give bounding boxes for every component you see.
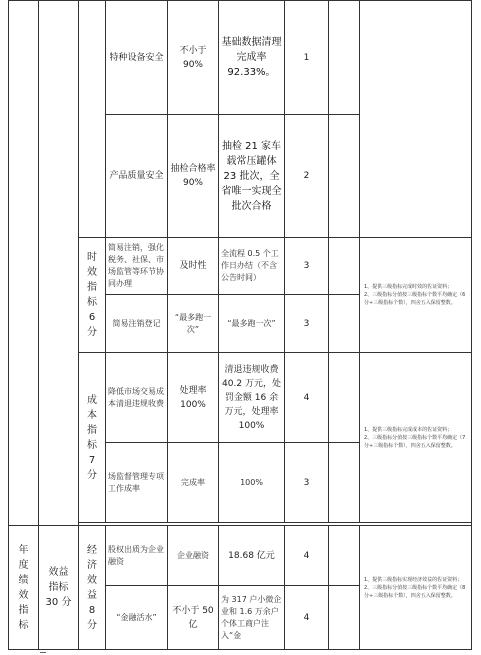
indicator-score: 3 (285, 238, 329, 295)
indicator-result: 18.68 亿元 (219, 526, 285, 586)
blank-cell (329, 115, 360, 238)
indicator-result: 全流程 0.5 个工作日办结（不含公告时间） (219, 238, 285, 295)
group-benefit: 效益指标 30 分 (39, 526, 79, 650)
indicator-score: 1 (285, 1, 329, 115)
blank-cell (329, 586, 360, 650)
indicator-score: 4 (285, 353, 329, 443)
group-economic: 经济效益 8 分 (79, 526, 106, 650)
blank-cell (329, 1, 360, 115)
indicator-standard: 完成率 (168, 443, 219, 523)
indicator-result: 抽检 21 家车载常压罐体 23 批次，全省唯一实现全批次合格 (219, 115, 285, 238)
indicator-name: 简易注销，强化税务、社保、市场监管等环节协同办理 (106, 238, 168, 295)
table-row (9, 526, 472, 586)
blank-cell (329, 526, 360, 586)
indicator-name: 股权出质为企业融资 (106, 526, 168, 586)
indicator-standard: 企业融资 (168, 526, 219, 586)
blank-cell (329, 238, 360, 295)
blank-cell (79, 1, 106, 238)
indicator-standard: 及时性 (168, 238, 219, 295)
group-timeliness: 时效指标 6 分 (79, 238, 106, 353)
indicator-score: 4 (285, 586, 329, 650)
economic-notes: 1、提供三级指标实现经济效益的佐证资料； 2、三级指标分值按三级指标个数平均确定（8 分÷三级指标个数），四舍五入保留整数。 (360, 526, 472, 650)
indicator-name: “金融活水” (106, 586, 168, 650)
footnote-mark (40, 652, 46, 653)
indicator-score: 4 (285, 526, 329, 586)
indicator-standard: 抽检合格率 90% (168, 115, 219, 238)
performance-indicator-table (8, 0, 472, 650)
indicator-name: 降低市场交易成本清退违规收费 (106, 353, 168, 443)
indicator-result: 100% (219, 443, 285, 523)
indicator-name: 简易注销登记 (106, 295, 168, 353)
blank-cell (9, 1, 39, 526)
indicator-name: 特种设备安全 (106, 1, 168, 115)
indicator-name: 场监督管理专项工作成率 (106, 443, 168, 523)
indicator-name: 产品质量安全 (106, 115, 168, 238)
indicator-standard: 不小于 90% (168, 1, 219, 115)
blank-cell (360, 1, 472, 238)
indicator-standard: 不小于 50 亿 (168, 586, 219, 650)
indicator-result: 清退违规收费 40.2 万元，处罚金额 16 余万元，处理率 100% (219, 353, 285, 443)
group-cost: 成本指标 7 分 (79, 353, 106, 523)
page-bottom-margin (0, 651, 481, 655)
blank-cell (329, 295, 360, 353)
blank-cell (329, 353, 360, 443)
indicator-score: 3 (285, 295, 329, 353)
timeliness-notes: 1、提供三级指标完成时效的佐证资料； 2、三级指标分值按三级指标个数平均确定（6 分÷三级指标个数），四舍五入保留整数。 (360, 238, 472, 353)
indicator-standard: 处理率 100% (168, 353, 219, 443)
table-row (9, 353, 472, 443)
table-row (9, 1, 472, 115)
table-row (9, 238, 472, 295)
group-annual: 年度绩效指标 (9, 526, 39, 650)
cost-notes: 1、提供三级指标完成成本的佐证资料； 2、三级指标分值按三级指标个数平均确定（7 分÷三级指标个数），四舍五入保留整数。 (360, 353, 472, 523)
indicator-standard: “最多跑一次” (168, 295, 219, 353)
indicator-score: 2 (285, 115, 329, 238)
blank-cell (39, 1, 79, 526)
blank-cell (329, 443, 360, 523)
indicator-score: 3 (285, 443, 329, 523)
indicator-result: “最多跑一次” (219, 295, 285, 353)
indicator-result: 为 317 户小微企业和 1.6 万余户个体工商户注入“金 (219, 586, 285, 650)
indicator-result: 基础数据清理完成率 92.33%。 (219, 1, 285, 115)
